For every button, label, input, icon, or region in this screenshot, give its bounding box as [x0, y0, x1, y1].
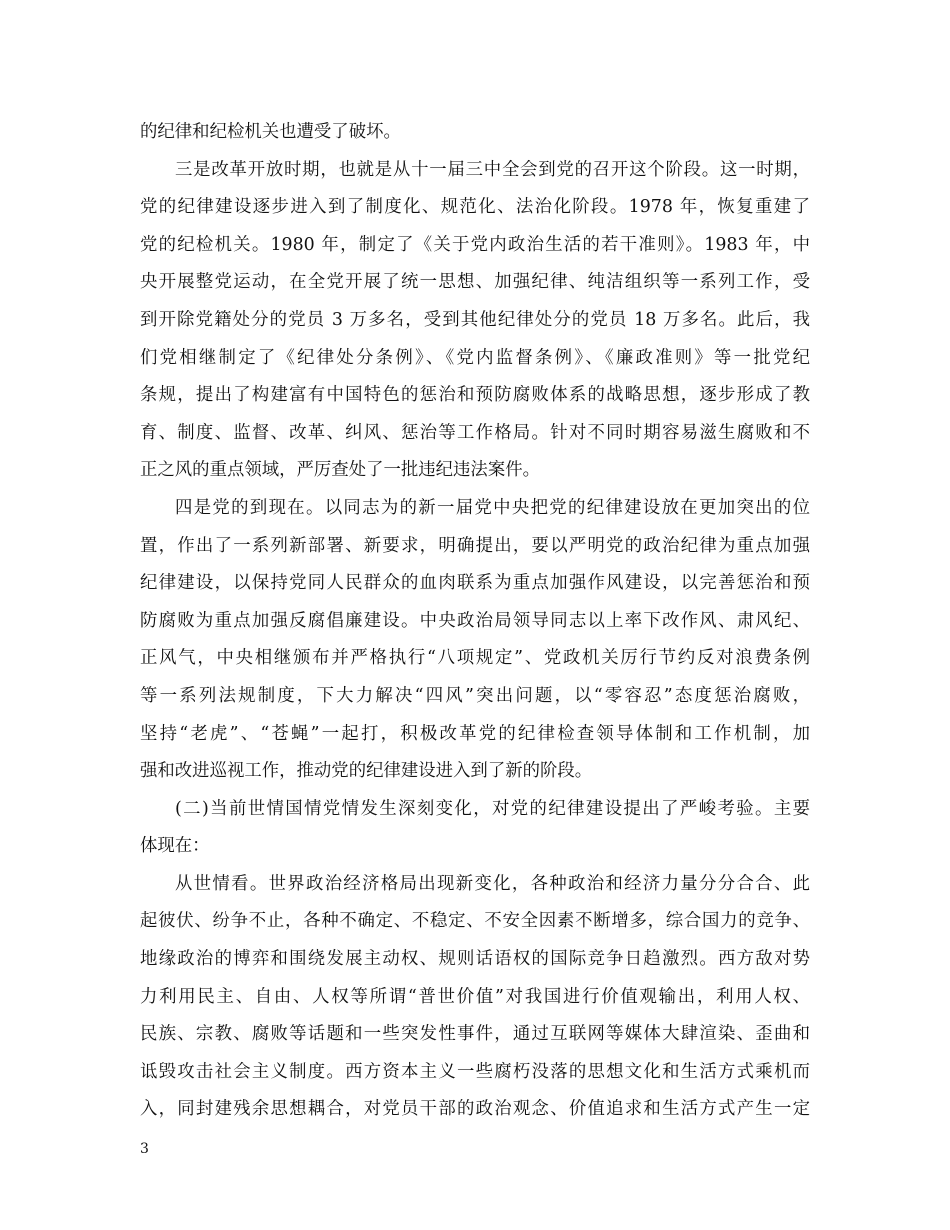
text-line: 到开除党籍处分的党员 3 万多名，受到其他纪律处分的党员 18 万多名。此后，我: [140, 309, 810, 330]
text-line: 党的纪检机关。1980 年，制定了《关于党内政治生活的若干准则》。1983 年，中: [140, 234, 810, 255]
text-line: 的纪律和纪检机关也遭受了破坏。: [140, 122, 401, 142]
text-line: 纪律建设，以保持党同人民群众的血肉联系为重点加强作风建设，以完善惩治和预: [140, 573, 810, 594]
text-line: 三是改革开放时期，也就是从十一届三中全会到党的召开这个阶段。这一时期，: [175, 159, 810, 180]
text-line: 入，同封建残余思想耦合，对党员干部的政治观念、价值追求和生活方式产生一定: [140, 1099, 810, 1120]
text-line: 条规，提出了构建富有中国特色的惩治和预防腐败体系的战略思想，逐步形成了教: [140, 385, 810, 406]
text-line: 等一系列法规制度，下大力解决“四风”突出问题，以“零容忍”态度惩治腐败，: [140, 685, 810, 706]
text-line: 四是党的到现在。以同志为的新一届党中央把党的纪律建设放在更加突出的位: [175, 497, 810, 518]
text-line: 防腐败为重点加强反腐倡廉建设。中央政治局领导同志以上率下改作风、肃风纪、: [140, 610, 810, 631]
text-line: 置，作出了一系列新部署、新要求，明确提出，要以严明党的政治纪律为重点加强: [140, 535, 810, 556]
text-line: 央开展整党运动，在全党开展了统一思想、加强纪律、纯洁组织等一系列工作，受: [140, 272, 810, 293]
text-line: 们党相继制定了《纪律处分条例》、《党内监督条例》、《廉政准则》等一批党纪: [140, 347, 810, 368]
text-line: 诋毁攻击社会主义制度。西方资本主义一些腐朽没落的思想文化和生活方式乘机而: [140, 1061, 810, 1082]
text-line: 正之风的重点领域，严厉查处了一批违纪违法案件。: [140, 460, 540, 481]
text-line: 正风气，中央相继颁布并严格执行“八项规定”、党政机关厉行节约反对浪费条例: [140, 648, 810, 669]
text-line: 育、制度、监督、改革、纠风、惩治等工作格局。针对不同时期容易滋生腐败和不: [140, 422, 810, 443]
text-line: 坚持“老虎”、“苍蝇”一起打，积极改革党的纪律检查领导体制和工作机制，加: [140, 723, 810, 744]
text-line: 地缘政治的博弈和围绕发展主动权、规则话语权的国际竞争日趋激烈。西方敌对势: [140, 949, 810, 970]
text-line: 起彼伏、纷争不止，各种不确定、不稳定、不安全因素不断增多，综合国力的竞争、: [140, 911, 810, 932]
text-line: 党的纪律建设逐步进入到了制度化、规范化、法治化阶段。1978 年，恢复重建了: [140, 197, 810, 218]
text-line: (二)当前世情国情党情发生深刻变化，对党的纪律建设提出了严峻考验。主要: [175, 798, 810, 819]
body-text: [140, 114, 810, 1129]
text-line: 体现在：: [140, 836, 210, 857]
page-number: 3: [140, 1141, 149, 1157]
text-line: 强和改进巡视工作，推动党的纪律建设进入到了新的阶段。: [140, 761, 593, 782]
text-line: 民族、宗教、腐败等话题和一些突发性事件，通过互联网等媒体大肆渲染、歪曲和: [140, 1024, 810, 1045]
text-line: 力利用民主、自由、人权等所谓“普世价值”对我国进行价值观输出，利用人权、: [140, 986, 810, 1007]
text-line: 从世情看。世界政治经济格局出现新变化，各种政治和经济力量分分合合、此: [175, 873, 810, 894]
